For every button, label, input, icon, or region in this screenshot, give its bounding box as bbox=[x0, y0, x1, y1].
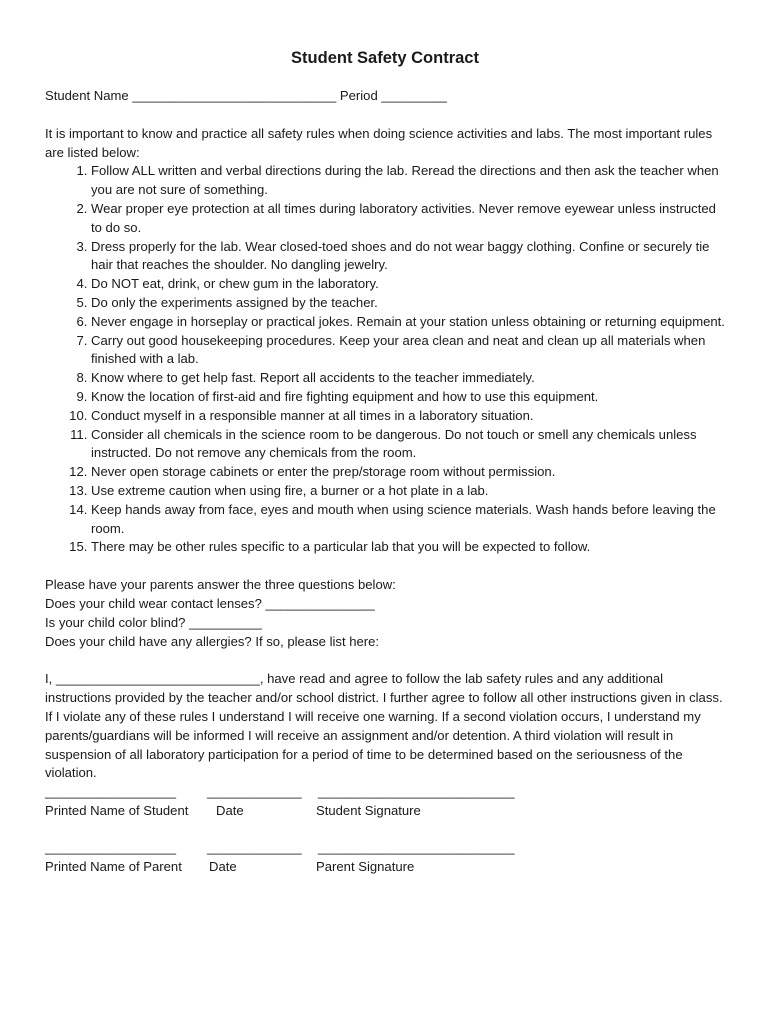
rule-item: 6. Never engage in horseplay or practical jokes. Remain at your station unless obtaining or returning equipment. bbox=[91, 313, 725, 332]
parent-signature-label: Parent Signature bbox=[316, 859, 415, 875]
parent-signature-lines bbox=[45, 839, 725, 858]
page-title: Student Safety Contract bbox=[291, 49, 479, 67]
student-signature-lines bbox=[45, 783, 725, 802]
student-signature-label: Student Signature bbox=[316, 803, 421, 819]
rule-item: 8. Know where to get help fast. Report all accidents to the teacher immediately. bbox=[91, 369, 725, 388]
student-signature-line: ___________________________ bbox=[318, 784, 515, 800]
agreement-paragraph: I, ____________________________, have read and agree to follow the lab safety rules and any additional instructions provided by the teacher and/or school district. I further agree to follow all other instructions given in class. If I violate any of these rules I understand I will receive one warning. If a second violation occurs, I understand my parents/guardians will be informed I will receive an assignment and/or detention. A third violation will result in suspension of all laboratory participation for a period of time to be determined based on the seriousness of the violation. bbox=[45, 671, 723, 781]
parent-questions bbox=[45, 576, 725, 651]
student-signature-labels bbox=[45, 802, 725, 821]
allergies-question: Does your child have any allergies? If so, please list here: bbox=[45, 633, 380, 649]
parent-signature-labels bbox=[45, 858, 725, 877]
rule-item: 11. Consider all chemicals in the science room to be dangerous. Do not touch or smell any chemicals unless instructed. Do not remove any chemicals from the room. bbox=[91, 426, 725, 464]
contact-lenses-question: Does your child wear contact lenses? _______________ bbox=[45, 595, 375, 611]
parent-date-line: _____________ bbox=[207, 840, 302, 856]
rule-item: 5. Do only the experiments assigned by the teacher. bbox=[91, 294, 725, 313]
parent-name-label: Printed Name of Parent bbox=[45, 859, 182, 875]
rule-item: 9. Know the location of first-aid and fire fighting equipment and how to use this equipment. bbox=[91, 388, 725, 407]
parent-name-line: __________________ bbox=[45, 840, 177, 856]
document-page bbox=[45, 46, 725, 877]
student-date-line: _____________ bbox=[207, 784, 302, 800]
student-date-label: Date bbox=[216, 803, 244, 819]
intro-paragraph: It is important to know and practice all safety rules when doing science activities and labs. The most important rules are listed below: bbox=[45, 125, 713, 160]
student-name-period-line: Student Name ____________________________ Period _________ bbox=[45, 88, 447, 103]
rule-item: 1. Follow ALL written and verbal directions during the lab. Reread the directions and then ask the teacher when you are not sure of something. bbox=[91, 162, 725, 200]
parent-date-label: Date bbox=[209, 859, 237, 875]
rule-item: 10. Conduct myself in a responsible manner at all times in a laboratory situation. bbox=[91, 407, 725, 426]
student-name-line: __________________ bbox=[45, 784, 177, 800]
rule-item: 12. Never open storage cabinets or enter the prep/storage room without permission. bbox=[91, 463, 725, 482]
parent-questions-prompt: Please have your parents answer the three questions below: bbox=[45, 577, 396, 593]
parent-signature-line: ___________________________ bbox=[318, 840, 515, 856]
color-blind-question: Is your child color blind? __________ bbox=[45, 614, 262, 630]
rule-item: 4. Do NOT eat, drink, or chew gum in the laboratory. bbox=[91, 275, 725, 294]
rule-item: 13. Use extreme caution when using fire, a burner or a hot plate in a lab. bbox=[91, 482, 725, 501]
rule-item: 14. Keep hands away from face, eyes and mouth when using science materials. Wash hands before leaving the room. bbox=[91, 501, 725, 539]
rule-item: 7. Carry out good housekeeping procedures. Keep your area clean and neat and clean up all materials when finished with a lab. bbox=[91, 332, 725, 370]
safety-rules-list bbox=[45, 162, 725, 557]
student-name-label: Printed Name of Student bbox=[45, 803, 189, 819]
rule-item: 3. Dress properly for the lab. Wear closed-toed shoes and do not wear baggy clothing. Confine or securely tie hair that reaches the shoulder. No dangling jewelry. bbox=[91, 238, 725, 276]
rule-item: 2. Wear proper eye protection at all times during laboratory activities. Never remove eyewear unless instructed to do so. bbox=[91, 200, 725, 238]
rule-item: 15. There may be other rules specific to a particular lab that you will be expected to follow. bbox=[91, 538, 725, 557]
